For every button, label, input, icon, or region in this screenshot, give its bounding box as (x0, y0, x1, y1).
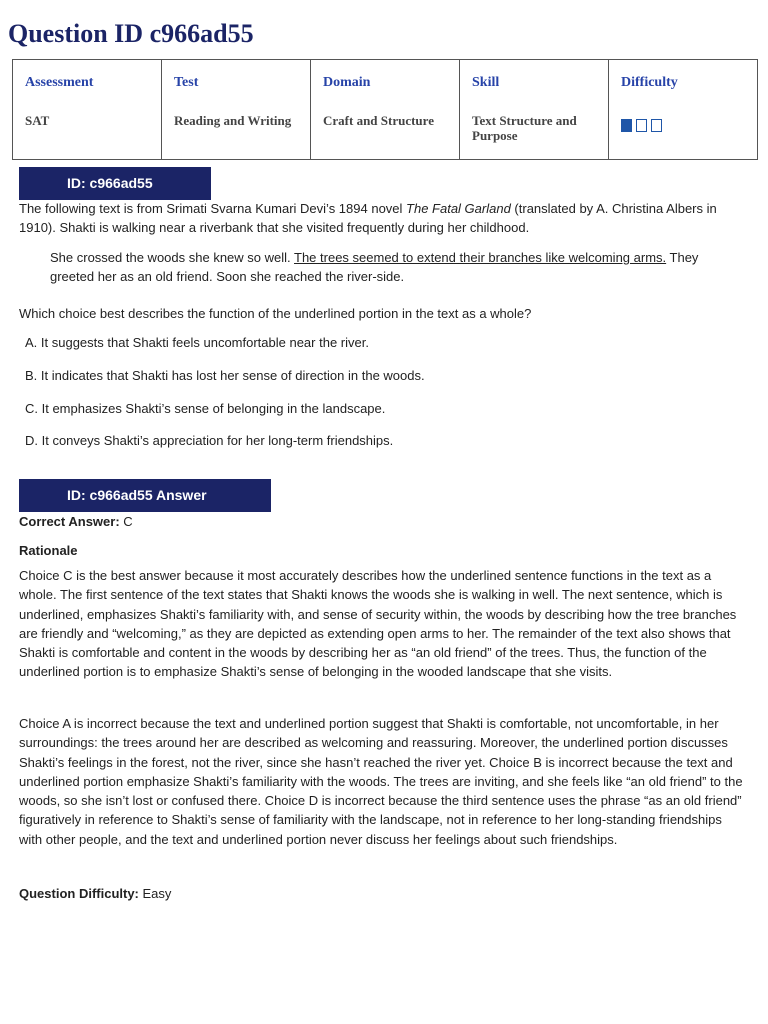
question-prompt: Which choice best describes the function of the underlined portion in the text as a whole? (19, 306, 532, 321)
test-value: Reading and Writing (174, 113, 292, 128)
passage-text-after: They greeted her as an old friend. Soon she reached the river-side. (50, 250, 699, 285)
passage-text-before: She crossed the woods she knew so well. (50, 250, 295, 265)
difficulty-header: Difficulty (621, 75, 678, 90)
rationale-paragraph-2: Choice A is incorrect because the text and underlined portion suggest that Shakti is comfortable, not uncomfortable, in her surroundings: the trees around her are described as welcoming and reassuring. Moreover, the underlined portion discusses Shakti’s feelings in the forest, not the river, since she hasn’t reached the river yet. Choice B is incorrect because the text and underlined portion emphasize Shakti’s familiarity with the woods. The trees are inviting, and she feels like “an old friend” to the woods, so she isn’t lost or confused there. Choice D is incorrect because the third sentence uses the phrase “as an old friend” figuratively in reference to Shakti’s sense of familiarity with the landscape, not in reference to her long-standing friendships with other people, and the text and underlined portion never discuss her feelings about such friendships. (19, 716, 743, 847)
rationale-heading: Rationale (19, 543, 78, 558)
answer-choice-d: D. It conveys Shakti’s appreciation for her long-term friendships. (25, 433, 394, 448)
skill-header: Skill (472, 75, 500, 90)
skill-value: Text Structure and Purpose (472, 113, 577, 143)
novel-title: The Fatal Garland (406, 201, 511, 216)
domain-value: Craft and Structure (323, 113, 434, 128)
correct-answer-label: Correct Answer: (19, 514, 120, 529)
answer-choice-a: A. It suggests that Shakti feels uncomfortable near the river. (25, 335, 369, 350)
intro-text-before: The following text is from Srimati Svarna Kumari Devi’s 1894 novel (19, 201, 407, 216)
difficulty-box-1 (621, 119, 632, 132)
domain-cell (311, 60, 460, 160)
domain-header: Domain (323, 75, 371, 90)
passage-underlined-sentence: The trees seemed to extend their branches like welcoming arms. (294, 250, 667, 265)
skill-cell (460, 60, 609, 160)
assessment-cell (13, 60, 162, 160)
answer-choice-c: C. It emphasizes Shakti’s sense of belonging in the landscape. (25, 401, 386, 416)
test-cell (162, 60, 311, 160)
question-metadata-table (12, 59, 758, 160)
question-difficulty-value: Easy (142, 886, 172, 901)
answer-id-banner: ID: c966ad55 Answer (19, 479, 271, 512)
question-difficulty-label: Question Difficulty: (19, 886, 139, 901)
correct-answer (19, 512, 747, 531)
question-intro (19, 199, 747, 238)
passage (50, 248, 730, 287)
difficulty-cell (609, 60, 758, 160)
intro-text-after: (translated by A. Christina Albers in 1910). Shakti is walking near a riverbank that she visited frequently during her childhood. (19, 201, 717, 236)
assessment-value: SAT (25, 113, 50, 128)
difficulty-box-2 (636, 119, 647, 132)
rationale-paragraph-1: Choice C is the best answer because it most accurately describes how the underlined sentence functions in the text as a whole. The first sentence of the text states that Shakti knows the woods she is walking in well. The next sentence, which is underlined, emphasizes Shakti’s familiarity with, and sense of security within, the woods by describing how the tree branches are friendly and “welcoming,” as they are depicted as extending open arms to her. The remainder of the text also shows that Shakti is comfortable and content in the woods by describing her as “an old friend” of the trees. Thus, the function of the underlined portion is to emphasize Shakti’s sense of belonging in the wooded landscape that she visits. (19, 568, 737, 680)
difficulty-box-3 (651, 119, 662, 132)
test-header: Test (174, 75, 199, 90)
question-difficulty (19, 884, 747, 903)
correct-answer-value: C (123, 514, 133, 529)
difficulty-indicator (621, 119, 745, 132)
page-title: Question ID c966ad55 (8, 19, 254, 48)
question-id-banner: ID: c966ad55 (19, 167, 211, 200)
answer-choice-b: B. It indicates that Shakti has lost her sense of direction in the woods. (25, 368, 425, 383)
assessment-header: Assessment (25, 75, 94, 90)
